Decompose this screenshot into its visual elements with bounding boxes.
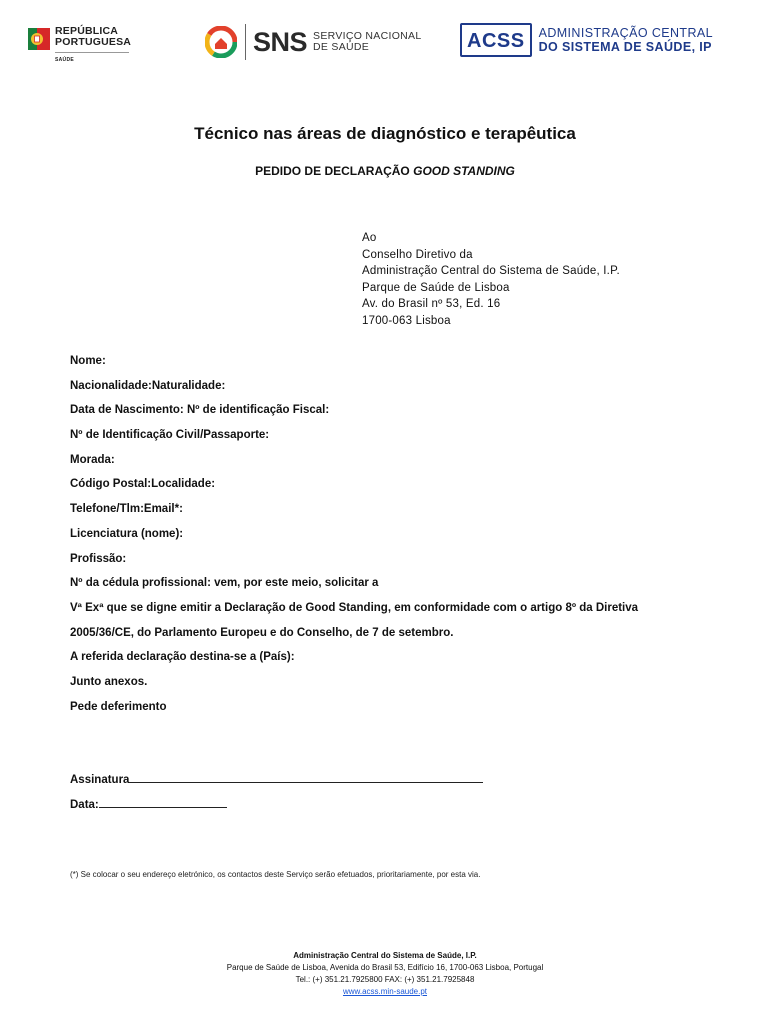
- form-row-profissao: [70, 550, 710, 575]
- form-row-nome: [70, 352, 710, 377]
- label-naturalidade: Naturalidade:: [151, 379, 226, 392]
- sns-line1: SERVIÇO NACIONAL: [313, 30, 422, 42]
- form-row-cedula: [70, 574, 710, 599]
- field-assinatura[interactable]: [129, 770, 483, 783]
- address-line: Conselho Diretivo da: [362, 248, 473, 261]
- form-row-pais: [70, 648, 710, 673]
- label-codigo-postal: Código Postal:: [70, 478, 152, 491]
- republica-portuguesa-logo: [28, 26, 131, 66]
- portugal-coat-of-arms-icon: [28, 26, 50, 52]
- form-row-morada: [70, 451, 710, 476]
- form-row-codigo-postal: [70, 475, 710, 500]
- form-row-nacionalidade: [70, 377, 710, 402]
- republica-sub: SAÚDE: [55, 52, 129, 66]
- request-text-start: vem, por este meio, solicitar a: [214, 577, 379, 590]
- label-email: Email*:: [143, 503, 183, 516]
- label-licenciatura: Licenciatura (nome):: [70, 527, 184, 540]
- republica-line1: REPÚBLICA: [55, 25, 119, 37]
- address-line: Av. do Brasil nº 53, Ed. 16: [362, 298, 501, 310]
- acss-logo: [460, 23, 713, 57]
- request-form: [70, 352, 710, 722]
- label-nome: Nome:: [70, 355, 106, 367]
- form-row-licenciatura: [70, 525, 710, 550]
- address-line: Parque de Saúde de Lisboa: [362, 281, 510, 294]
- footer-website-link[interactable]: www.acss.min-saude.pt: [342, 987, 428, 996]
- attachments-note: Junto anexos.: [70, 675, 148, 688]
- label-data: Data:: [70, 799, 99, 811]
- address-line: Ao: [362, 232, 377, 244]
- republica-line2: PORTUGUESA: [55, 36, 132, 48]
- page-footer: [0, 950, 770, 998]
- document-title: Técnico nas áreas de diagnóstico e terapêutica: [194, 124, 576, 143]
- request-text-line3: 2005/36/CE, do Parlamento Europeu e do Conselho, de 7 de setembro.: [70, 626, 454, 639]
- recipient-address: [362, 230, 620, 329]
- request-text-line2: Vª Exª que se digne emitir a Declaração de Good Standing, em conformidade com o artigo 8º da Diretiva: [70, 601, 639, 614]
- form-row-telefone: [70, 500, 710, 525]
- document-subtitle: PEDIDO DE DECLARAÇÃO GOOD STANDING: [255, 164, 515, 178]
- field-data[interactable]: [99, 795, 227, 808]
- acss-line1: ADMINISTRAÇÃO CENTRAL: [538, 26, 713, 40]
- label-profissao: Profissão:: [70, 552, 127, 565]
- footer-address: Parque de Saúde de Lisboa, Avenida do Brasil 53, Edifício 16, 1700-063 Lisboa, Portugal: [226, 963, 544, 972]
- label-assinatura: Assinatura: [70, 774, 130, 786]
- acss-line2: DO SISTEMA DE SAÚDE, IP: [538, 40, 712, 54]
- date-row: [70, 795, 227, 811]
- page-header: [0, 18, 770, 68]
- label-data-nascimento: Data de Nascimento:: [70, 404, 184, 417]
- footer-org: Administração Central do Sistema de Saúde, I.P.: [293, 951, 477, 960]
- sns-line2: DE SAÚDE: [313, 41, 370, 53]
- address-line: 1700-063 Lisboa: [362, 314, 451, 327]
- label-nif: Nº de identificação Fiscal:: [186, 404, 330, 417]
- label-cedula: Nº da cédula profissional:: [70, 577, 215, 590]
- label-nacionalidade: Nacionalidade:: [70, 379, 152, 392]
- form-row-nascimento: [70, 401, 710, 426]
- label-id-civil: Nº de Identificação Civil/Passaporte:: [70, 429, 270, 442]
- email-footnote: (*) Se colocar o seu endereço eletrónico, os contactos deste Serviço serão efetuados, prioritariamente, por esta via.: [70, 870, 481, 879]
- sns-emblem-icon: [205, 26, 237, 58]
- acss-acronym: ACSS: [460, 23, 532, 57]
- address-line: Administração Central do Sistema de Saúde, I.P.: [362, 265, 620, 277]
- label-pais: A referida declaração destina-se a (País):: [70, 651, 295, 664]
- footer-phones: Tel.: (+) 351.21.7925800 FAX: (+) 351.21.7925848: [295, 975, 475, 984]
- label-morada: Morada:: [70, 453, 115, 466]
- closing-line: Pede deferimento: [70, 700, 167, 713]
- sns-logo: [205, 24, 422, 60]
- form-row-id-civil: [70, 426, 710, 451]
- signature-row: [70, 770, 483, 786]
- sns-acronym: SNS: [253, 26, 308, 57]
- label-localidade: Localidade:: [151, 478, 216, 491]
- label-telefone: Telefone/Tlm:: [70, 503, 144, 516]
